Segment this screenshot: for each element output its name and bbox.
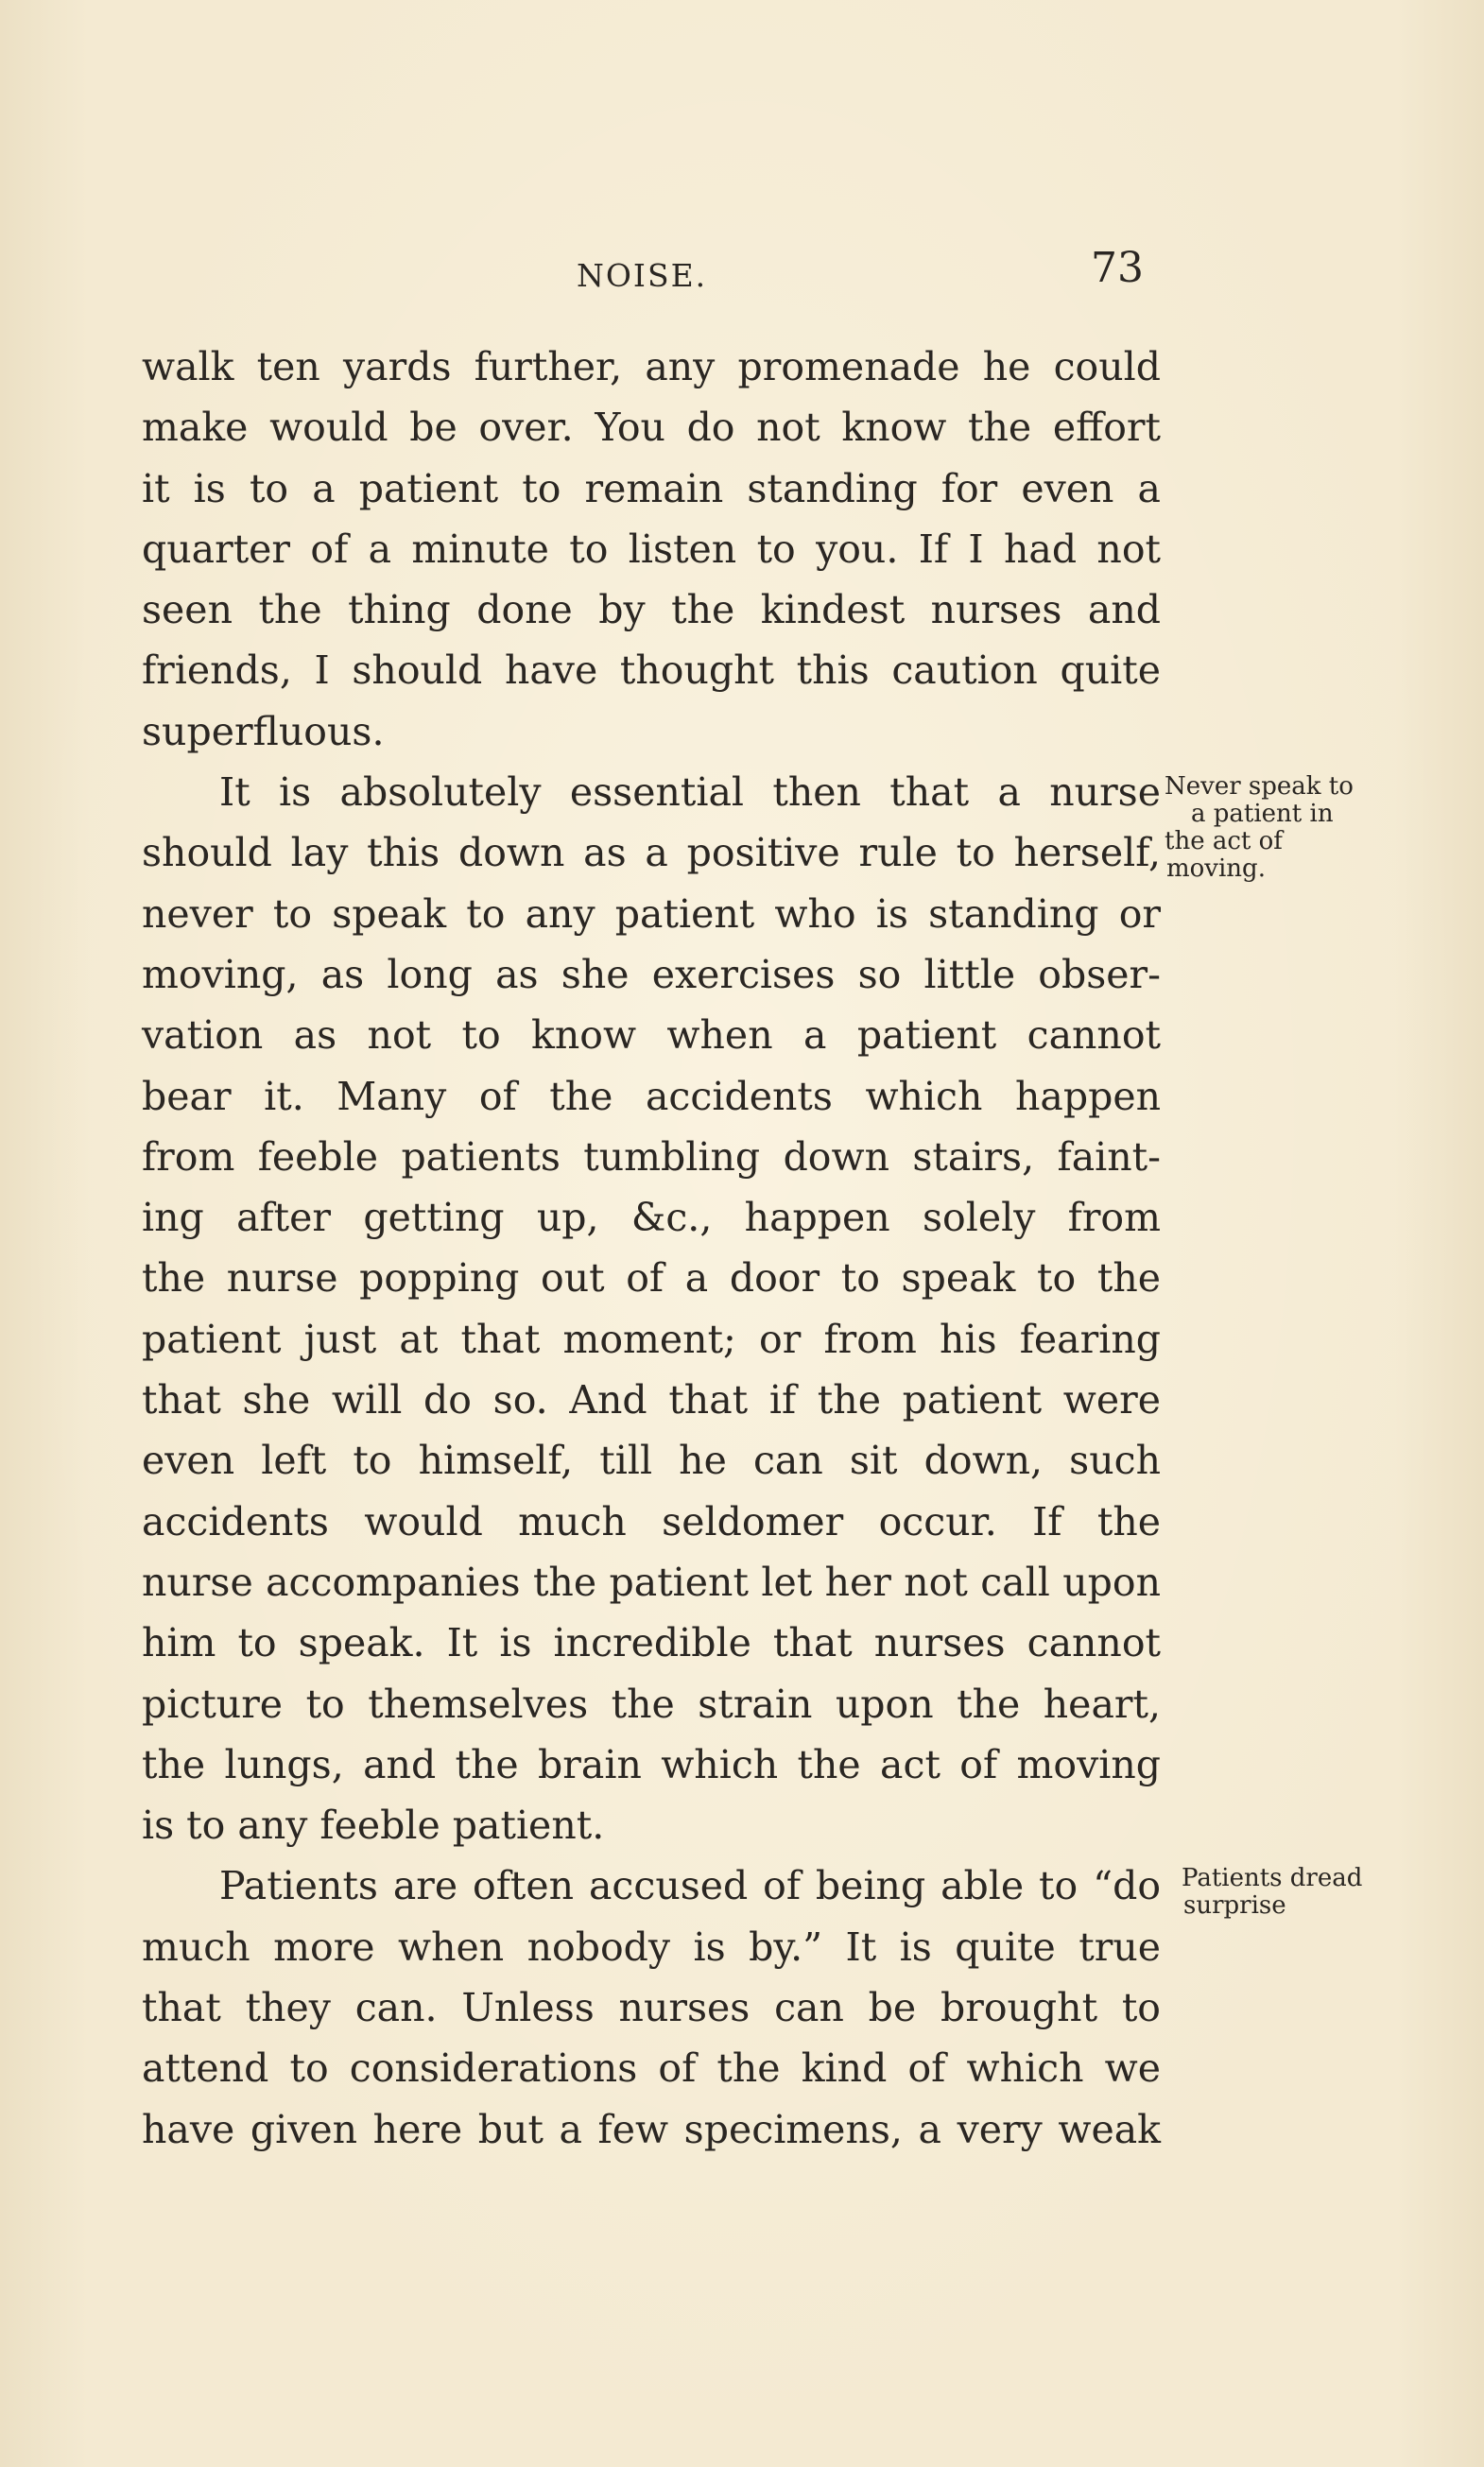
text-line: walk ten yards further, any promenade he could	[142, 344, 1161, 389]
text-line: moving, as long as she exercises so little obser-	[142, 951, 1161, 997]
text-line: friends, I should have thought this caution quite	[142, 647, 1161, 694]
margin-note-line: the act of	[1165, 827, 1283, 855]
body-text	[142, 336, 1161, 2160]
text-line: ing after getting up, &c., happen solely from	[142, 1195, 1161, 1241]
margin-note-patients-dread	[1165, 1865, 1391, 1920]
text-line: superfluous.	[142, 708, 385, 754]
text-line: should lay this down as a positive rule to herself,	[142, 830, 1161, 876]
text-line: seen the thing done by the kindest nurses and	[142, 587, 1161, 633]
text-line: attend to considerations of the kind of which we	[142, 2045, 1161, 2092]
margin-note-line: Patients dread	[1182, 1864, 1363, 1892]
text-line: even left to himself, till he can sit down, such	[142, 1438, 1161, 1484]
text-line: accidents would much seldomer occur. If the	[142, 1498, 1161, 1544]
text-line: him to speak. It is incredible that nurses cannot	[142, 1620, 1161, 1666]
text-line: much more when nobody is by.” It is quite true	[142, 1924, 1161, 1970]
text-line: that she will do so. And that if the patient were	[142, 1377, 1161, 1423]
text-line: never to speak to any patient who is standing or	[142, 890, 1161, 937]
text-line: nurse accompanies the patient let her not call upon	[142, 1559, 1161, 1605]
text-line: quarter of a minute to listen to you. If I had not	[142, 526, 1161, 572]
text-line: it is to a patient to remain standing for even a	[142, 465, 1161, 511]
text-line: the lungs, and the brain which the act of moving	[142, 1741, 1161, 1787]
running-head	[142, 244, 1144, 310]
text-line: the nurse popping out of a door to speak to the	[142, 1255, 1161, 1302]
text-line: is to any feeble patient.	[142, 1803, 605, 1849]
text-line: patient just at that moment; or from his fearing	[142, 1316, 1161, 1362]
text-line: picture to themselves the strain upon the heart,	[142, 1681, 1161, 1727]
margin-note-line: moving.	[1166, 854, 1266, 883]
page-number: 73	[1091, 244, 1144, 292]
margin-note-line: surprise	[1183, 1891, 1286, 1920]
margin-note-never-speak	[1165, 773, 1391, 883]
running-head-title: NOISE.	[577, 257, 708, 294]
margin-note-line: Never speak to	[1165, 772, 1354, 801]
text-line: make would be over. You do not know the effort	[142, 405, 1161, 451]
text-line: from feeble patients tumbling down stairs, faint-	[142, 1133, 1161, 1180]
text-line: have given here but a few specimens, a very weak	[142, 2106, 1161, 2152]
text-line: vation as not to know when a patient cannot	[142, 1012, 1161, 1059]
text-line: Patients are often accused of being able to “do	[219, 1863, 1161, 1909]
text-line: bear it. Many of the accidents which happen	[142, 1073, 1161, 1119]
text-line: that they can. Unless nurses can be brought to	[142, 1985, 1161, 2031]
margin-note-line: a patient in	[1191, 800, 1334, 828]
text-line: It is absolutely essential then that a nurse	[219, 769, 1161, 816]
